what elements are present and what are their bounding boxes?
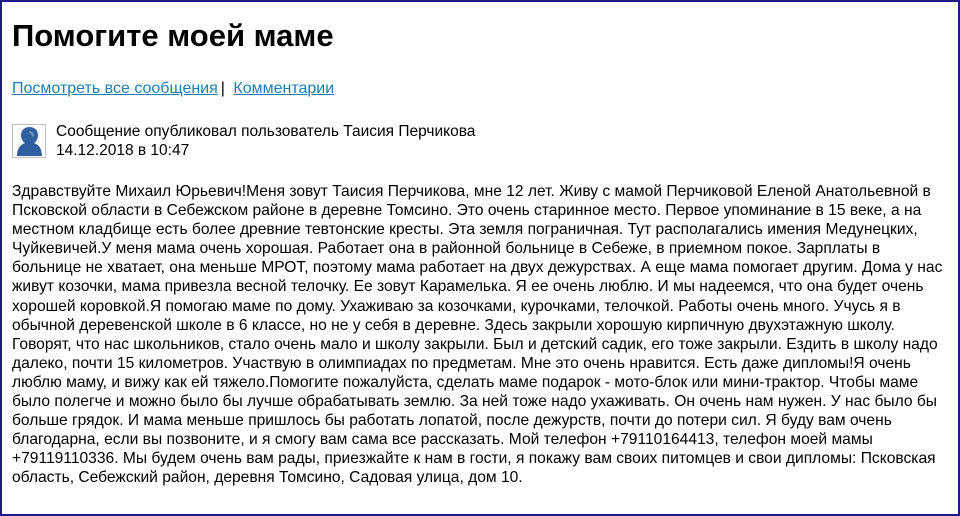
post-datetime: 14.12.2018 в 10:47 xyxy=(56,142,190,159)
post-links xyxy=(12,79,334,99)
message-body: Здравствуйте Михаил Юрьевич!Меня зовут Таисия Перчикова, мне 12 лет. Живу с мамой Перчиковой Еленой Анатольевной в Псковской области в Себежском районе в деревне Томсино. Это очень старинное место. Первое упоминание в 15 веке, а на местном кладбище есть более древние тевтонские кресты. Эта земля пограничная. Тут располагались имения Медунецких, Чуйкевичей.У меня мама очень хорошая. Работает она в районной больнице в Себеже, в приемном покое. Зарплаты в больнице не хватает, она меньше МРОТ, поэтому мама работает на двух дежурствах. А еще мама помогает другим. Дома у нас живут козочки, мама привезла весной телочку. Ее зовут Карамелька. Я ее очень люблю. И мы надеемся, что она будет очень хорошей коровкой.Я помогаю маме по дому. Ухаживаю за козочками, курочками, телочкой. Работы очень много. Учусь я в обычной деревенской школе в 6 классе, но не у себя в деревне. Здесь закрыли хорошую кирпичную двухэтажную школу. Говорят, что нас школьников, стало очень мало и школу закрыли. Был и детский садик, его тоже закрыли. Ездить в школу надо далеко, почти 15 километров. Участвую в олимпиадах по предметам. Мне это очень нравится. Есть даже дипломы!Я очень люблю маму, и вижу как ей тяжело.Помогите пожалуйста, сделать маме подарок - мото-блок или мини-трактор. Чтобы маме было полегче и можно было бы лучше обрабатывать землю. За ней тоже надо ухаживать. Он очень нам нужен. У нас было бы больше грядок. И мама меньше пришлось бы работать лопатой, после дежурств, почти до потери сил. Я буду вам очень благодарна, если вы позвоните, и я смогу вам сама все рассказать. Мой телефон +79110164413, телефон моей мамы +79119110336. Мы будем очень вам рады, приезжайте к нам в гости, я покажу вам своих питомцев и свои дипломы: Псковская область, Себежский район, деревня Томсино, Садовая улица, дом 10. xyxy=(12,183,943,487)
comments-link[interactable]: Комментарии xyxy=(233,80,335,97)
links-separator: | xyxy=(220,80,225,97)
author-block xyxy=(12,122,475,160)
user-avatar-icon[interactable] xyxy=(12,124,46,158)
author-published-line: Сообщение опубликовал пользователь Таисия Перчикова xyxy=(56,123,476,140)
avatar-silhouette xyxy=(13,125,45,157)
page-title: Помогите моей маме xyxy=(12,18,334,53)
all-messages-link[interactable]: Посмотреть все сообщения xyxy=(12,80,218,97)
